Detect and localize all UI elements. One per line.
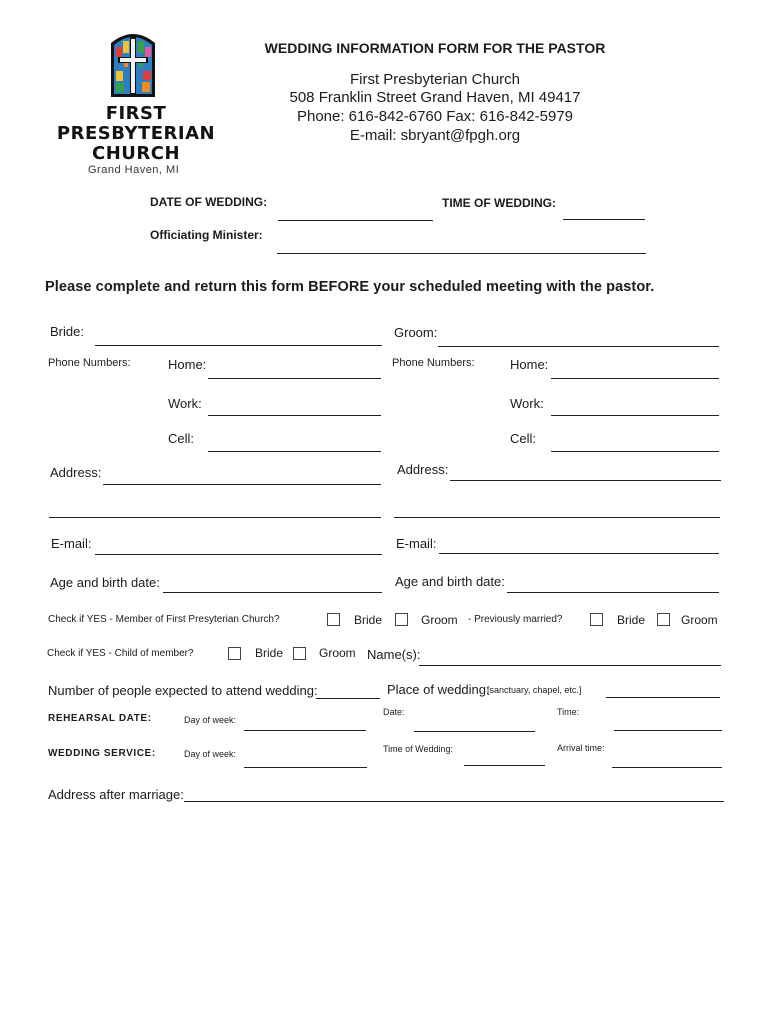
bride-label: Bride:: [50, 324, 84, 339]
rehearsal-date-field[interactable]: [414, 731, 535, 732]
groom-cell-label: Cell:: [510, 431, 537, 446]
bride-age-label: Age and birth date:: [50, 575, 160, 590]
bride-phone-numbers-label: Phone Numbers:: [48, 357, 131, 369]
place-of-wedding-field[interactable]: [606, 697, 720, 698]
member-bride-checkbox[interactable]: [327, 613, 340, 626]
groom-name-field[interactable]: [438, 346, 719, 347]
place-hint: [sanctuary, chapel, etc.]: [487, 685, 582, 695]
logo-line-church: CHURCH: [91, 143, 181, 164]
groom-label: Groom:: [394, 325, 438, 340]
bride-work-field[interactable]: [208, 415, 381, 416]
attendance-field[interactable]: [316, 698, 380, 699]
groom-work-field[interactable]: [551, 415, 719, 416]
member-groom-label: Groom: [421, 613, 458, 627]
child-check-label: Check if YES - Child of member?: [47, 648, 194, 659]
bride-email-field[interactable]: [95, 554, 382, 555]
bride-cell-field[interactable]: [208, 451, 381, 452]
groom-email-field[interactable]: [439, 553, 719, 554]
rehearsal-day-field[interactable]: [244, 730, 366, 731]
child-groom-label: Groom: [319, 646, 356, 660]
groom-work-label: Work:: [510, 396, 544, 411]
instruction-text: Please complete and return this form BEFORE your scheduled meeting with the pastor.: [45, 279, 655, 295]
bride-cell-label: Cell:: [168, 431, 195, 446]
member-names-label: Name(s):: [367, 647, 421, 662]
groom-home-label: Home:: [510, 357, 549, 372]
groom-email-label: E-mail:: [396, 536, 437, 551]
married-groom-label: Groom: [681, 613, 718, 627]
bride-work-label: Work:: [168, 396, 202, 411]
bride-home-field[interactable]: [208, 378, 381, 379]
address-after-marriage-field[interactable]: [184, 801, 724, 802]
church-address: 508 Franklin Street Grand Haven, MI 49417: [289, 89, 581, 106]
wedding-service-label: WEDDING SERVICE:: [48, 748, 156, 759]
child-bride-checkbox[interactable]: [228, 647, 241, 660]
rehearsal-time-field[interactable]: [614, 730, 722, 731]
groom-age-field[interactable]: [507, 592, 719, 593]
groom-phone-numbers-label: Phone Numbers:: [392, 357, 475, 369]
church-name: First Presbyterian Church: [349, 71, 521, 88]
attendance-label: Number of people expected to attend wedding:: [48, 683, 318, 698]
officiating-minister-field[interactable]: [277, 253, 646, 254]
rehearsal-date-label: REHEARSAL DATE:: [48, 713, 152, 724]
rehearsal-day-label: Day of week:: [184, 715, 237, 725]
logo-line-presbyterian: PRESBYTERIAN: [56, 123, 216, 144]
married-bride-label: Bride: [617, 613, 646, 627]
groom-address-label: Address:: [397, 462, 449, 477]
church-phone: Phone: 616-842-6760 Fax: 616-842-5979: [296, 108, 574, 125]
arrival-time-label: Arrival time:: [557, 743, 605, 753]
member-groom-checkbox[interactable]: [395, 613, 408, 626]
service-time-label: Time of Wedding:: [383, 744, 454, 754]
stained-glass-cross-icon: [109, 31, 157, 98]
bride-address-label: Address:: [50, 465, 102, 480]
logo-location: Grand Haven, MI: [88, 164, 180, 176]
service-day-label: Day of week:: [184, 749, 237, 759]
service-day-field[interactable]: [244, 767, 367, 768]
groom-address-field-1[interactable]: [450, 480, 721, 481]
child-groom-checkbox[interactable]: [293, 647, 306, 660]
address-after-marriage-label: Address after marriage:: [48, 787, 184, 802]
date-of-wedding-label: DATE OF WEDDING:: [150, 195, 268, 209]
previously-married-label: - Previously married?: [468, 614, 563, 625]
rehearsal-date-sub-label: Date:: [383, 707, 405, 717]
member-bride-label: Bride: [354, 613, 383, 627]
date-of-wedding-field[interactable]: [278, 220, 433, 221]
married-bride-checkbox[interactable]: [590, 613, 603, 626]
bride-address-field-2[interactable]: [49, 517, 381, 518]
child-bride-label: Bride: [255, 646, 284, 660]
time-of-wedding-label: TIME OF WEDDING:: [442, 196, 556, 210]
member-names-field[interactable]: [419, 665, 721, 666]
bride-email-label: E-mail:: [51, 536, 92, 551]
groom-cell-field[interactable]: [551, 451, 719, 452]
place-of-wedding-label: Place of wedding:: [387, 682, 490, 697]
arrival-time-field[interactable]: [612, 767, 722, 768]
form-title: WEDDING INFORMATION FORM FOR THE PASTOR: [264, 40, 606, 56]
logo-line-first: FIRST: [105, 103, 167, 124]
groom-home-field[interactable]: [551, 378, 719, 379]
groom-address-field-2[interactable]: [394, 517, 720, 518]
married-groom-checkbox[interactable]: [657, 613, 670, 626]
officiating-minister-label: Officiating Minister:: [150, 228, 263, 242]
bride-address-field-1[interactable]: [103, 484, 381, 485]
service-time-field[interactable]: [464, 765, 545, 766]
bride-age-field[interactable]: [163, 592, 382, 593]
member-check-label: Check if YES - Member of First Presyterian Church?: [48, 614, 280, 625]
church-email: E-mail: sbryant@fpgh.org: [349, 127, 521, 144]
rehearsal-time-label: Time:: [557, 707, 580, 717]
time-of-wedding-field[interactable]: [563, 219, 645, 220]
bride-home-label: Home:: [168, 357, 207, 372]
groom-age-label: Age and birth date:: [395, 574, 505, 589]
bride-name-field[interactable]: [95, 345, 382, 346]
